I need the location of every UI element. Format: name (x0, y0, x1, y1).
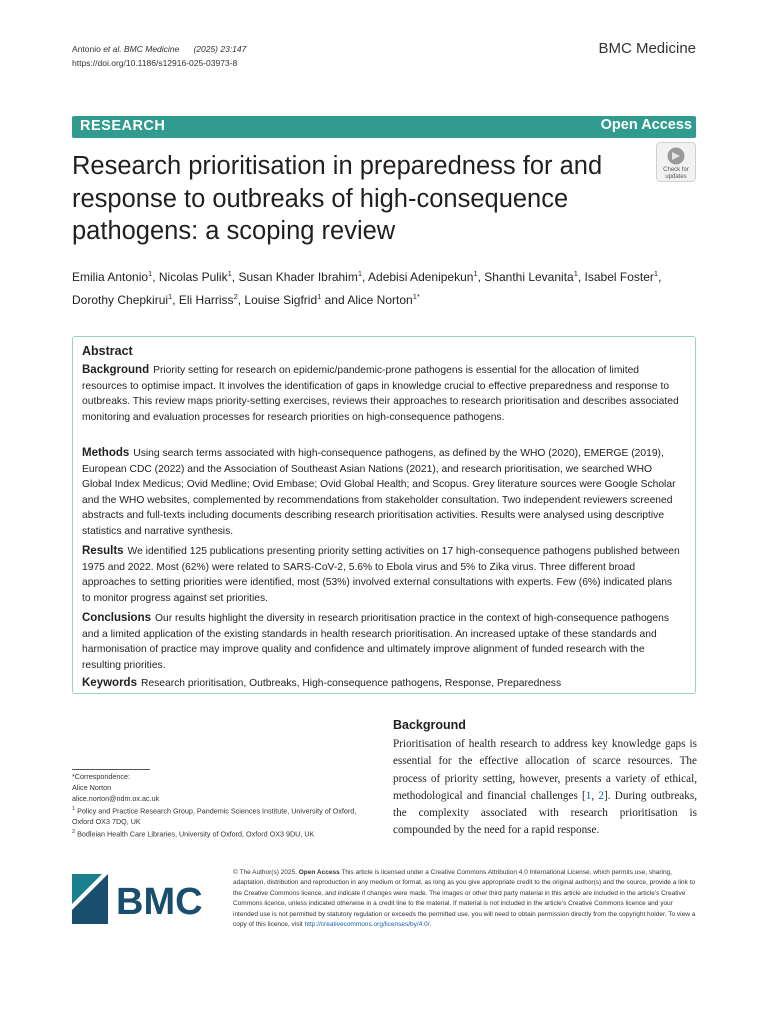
author-affiliation: 1 (317, 292, 322, 301)
open-access-label: Open Access (600, 117, 692, 133)
author-affiliation: 1 (227, 269, 232, 278)
license-link[interactable]: http://creativecommons.org/licenses/by/4.0/ (304, 921, 430, 929)
bmc-logo (72, 870, 222, 928)
abstract-keywords-label: Keywords (82, 677, 137, 689)
author-name[interactable]: Dorothy Chepkirui (72, 293, 169, 307)
bmc-logo-text: BMC (116, 881, 203, 923)
author-affiliation: 1 (357, 269, 363, 278)
abstract-methods (82, 446, 680, 539)
author-affiliation: 1 (573, 269, 578, 278)
abstract-methods-text: Using search terms associated with high-consequence pathogens, as defined by the WHO (2020), EMERGE (2019), European CDC (2022) and the Association of Southeast Asian Nations (2021), and research prioritisation, we searched WHO Global Index Medicus; Ovid Medline; Ovid Embase; Ovid Global Health; and Scopus. Grey literature sources were Google Scholar and the WHO websites, complemented by recommendations from stakeholder consultation. Two independent reviewers screened abstracts and full-texts including documents describing research prioritisation activities. Results were analysed using descriptive statistics and narrative synthesis. (82, 448, 676, 537)
author-name[interactable]: Emilia Antonio (72, 270, 149, 284)
abstract-background-text: Priority setting for research on epidemic/pandemic-prone pathogens is essential for the allocation of limited resources to optimise impact. It involves the identification of gaps in knowledge crucial to effective preparedness and response to outbreaks. This review maps priority-setting exercises, reviews their approaches to research prioritisation and describes associated monitoring and evaluation processes for research priorities on high-consequence pathogens. (82, 365, 679, 423)
abstract-conclusions-label: Conclusions (82, 612, 152, 624)
author-name[interactable]: Adebisi Adenipekun (368, 270, 474, 284)
journal-name: BMC Medicine (598, 40, 696, 57)
author-list: Emilia Antonio$^1$, Nicolas Pulik$^1$, Susan Khader Ibrahim$^1$, Adebisi Adenipekun$^1$, Shanthi Levanita$^1$, Isabel Foster$^1$, Dorothy Chepkirui$^1$, Eli Harriss$^2$, Louise Sigfrid$^1$ and Alice Norton$^{1*}$ (72, 269, 662, 307)
check-updates-line1: Check for (663, 167, 689, 173)
author-name[interactable]: Nicolas Pulik (158, 270, 228, 284)
doi-link[interactable]: https://doi.org/10.1186/s12916-025-03973-8 (72, 58, 238, 68)
footnotes (72, 771, 372, 840)
license-text: © The Author(s) 2025. Open Access This article is licensed under a Creative Commons Attribution 4.0 International License, which permits use, sharing, adaptation, distribution and reproduction in any medium or format, as long as you give appropriate credit to the original author(s) and the source, provide a link to the Creative Commons licence, and indicate if changes were made. The images or other third party material in this article are included in the article's Creative Commons licence, unless indicated otherwise in a credit line to the material. If material is not included in the article's Creative Commons licence and your intended use is not permitted by statutory regulation or exceeds the permitted use, you will need to obtain permission directly from the copyright holder. To view a copy of this licence, visit http://creativecommons.org/licenses/by/4.0/. (233, 869, 696, 929)
author-affiliation: 1 (148, 269, 153, 278)
correspondence-label: *Correspondence: (72, 772, 130, 781)
author-affiliation: 1 (168, 292, 173, 301)
author-affiliation: 1 (653, 269, 659, 278)
abstract-conclusions-text: Our results highlight the diversity in research prioritisation practice in the context of high-consequence pathogens and a limited application of the existing standards in health research prioritisation. An increased uptake of these standards and harmonisation of practice may improve quality and confidence and ultimately improve alignment of funded research with the resulting priorities. (82, 613, 670, 671)
abstract-methods-label: Methods (82, 447, 130, 459)
running-citation: Antonio et al. BMC Medicine (2025) 23:147 https://doi.org/10.1186/s12916-025-03973-8 (72, 44, 247, 68)
check-for-updates-icon[interactable] (656, 142, 696, 182)
author-affiliation: 1* (412, 292, 420, 301)
author-name[interactable]: Eli Harriss (178, 293, 234, 307)
author-name[interactable]: Susan Khader Ibrahim (238, 270, 358, 284)
author-name[interactable]: Isabel Foster (584, 270, 654, 284)
affiliation-2: $^2$ Bodleian Health Care Libraries, University of Oxford, Oxford OX3 9DU, UK (72, 829, 315, 839)
abstract-background-label: Background (82, 364, 150, 376)
reference-link-2[interactable]: 2 (598, 789, 605, 802)
author-affiliation: 1 (473, 269, 478, 278)
correspondence-email[interactable]: alice.norton@ndm.ox.ac.uk (72, 794, 160, 803)
abstract-keywords-text: Research prioritisation, Outbreaks, High-consequence pathogens, Response, Preparedness (140, 678, 562, 689)
abstract-background (82, 363, 680, 425)
background-paragraph: Prioritisation of health research to address key knowledge gaps is essential for the effective allocation of scarce resources. The process of priority setting, however, presents a variety of ethical, methodological and financial challenges [1, 2]. During outbreaks, the complexity associated with research prioritisation is compounded by the need for a rapid response. (393, 738, 698, 837)
affiliation-1: $^1$ Policy and Practice Research Group, Pandemic Sciences Institute, University of Oxford, Oxford OX3 7DQ, UK (72, 806, 357, 827)
abstract-keywords (82, 676, 680, 692)
author-name[interactable]: Alice Norton (347, 293, 413, 307)
article-type-label: RESEARCH (80, 118, 166, 134)
footnote-divider (72, 769, 150, 770)
abstract-heading: Abstract (82, 344, 133, 358)
author-affiliation: 2 (233, 292, 238, 301)
reference-link-1[interactable]: 1 (585, 789, 592, 802)
abstract-results (82, 544, 680, 606)
abstract-conclusions (82, 611, 680, 673)
check-updates-line2: updates (665, 174, 687, 180)
author-name[interactable]: Shanthi Levanita (484, 270, 574, 284)
article-title: Research prioritisation in preparedness for and response to outbreaks of high-consequence pathogens: a scoping review (72, 152, 603, 245)
abstract-results-label: Results (82, 545, 124, 557)
abstract-results-text: We identified 125 publications presenting priority setting activities on 17 high-consequence pathogens published between 1975 and 2022. Most (62%) were related to SARS-CoV-2, 5.6% to Ebola virus and 5% to Zika virus. Three different broad approaches to setting priorities were identified, most (53%) involved external consultations with experts. Few (6%) indicated plans to monitor progress against set priorities. (82, 546, 680, 604)
background-heading: Background (393, 718, 466, 732)
author-name[interactable]: Louise Sigfrid (244, 293, 318, 307)
correspondence-name: Alice Norton (72, 783, 112, 792)
